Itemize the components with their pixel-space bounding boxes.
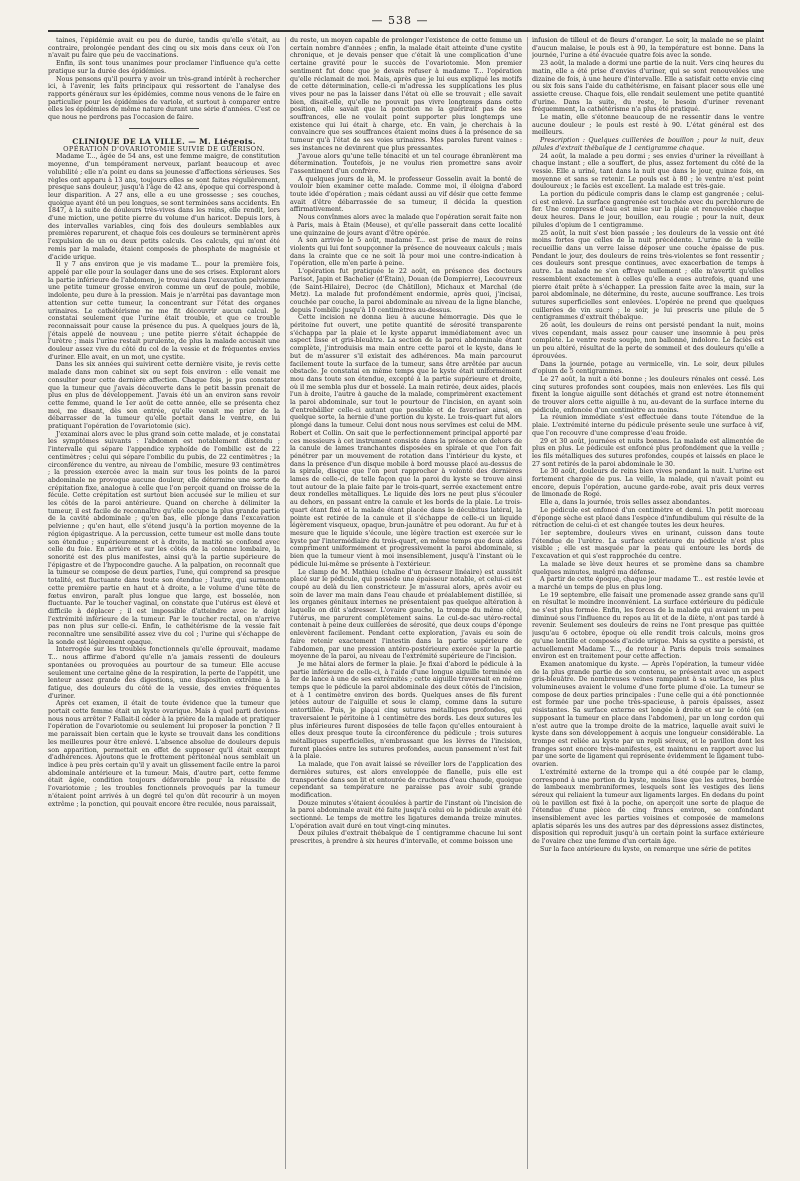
- clinic-heading: CLINIQUE DE LA VILLE. — M. Liégeois.: [72, 136, 256, 146]
- paragraph: J'avoue alors qu'une telle ténacité et un tel courage ébranlèrent ma détermination. Toutefois, je ne voulus rien promettre sans avoir l'assentiment d'un confrère.: [290, 152, 522, 175]
- paragraph: 23 août, la malade a dormi une partie de la nuit. Vers cinq heures du matin, elle a été prise d'envies d'uriner, qui se sont renouvelées une dizaine de fois, à une heure d'intervalle. Elle a satisfait cette envie cinq ou six fois sans l'aide du cathétérisme, en faisant placer sous elle une assiette creuse. Chaque fois, elle rendait seulement une petite quantité d'urine. Dans la suite, du reste, le besoin d'uriner revenant fréquemment, la cathétérisme n'a plus été pratiqué.: [532, 60, 764, 114]
- paragraph: Dans les six années qui suivirent cette dernière visite, je revis cette malade dans mon cabinet six ou sept fois environ : elle venait me consulter pour cette dernière affection. Chaque fois, je pus constater que la tumeur que j'avais découverte dans le petit bassin prenait de plus en plus de développement. J'avais été un an environ sans revoir cette femme, quand le 1er août de cette année, elle se présenta chez moi, me disant, dès son entrée, qu'elle venait me prier de la débarrasser de la tumeur qu'elle portait dans le ventre, en lui pratiquant l'opération de l'ovariotomie (sic).: [48, 361, 280, 431]
- column-separator: [285, 37, 286, 1169]
- section-divider: [129, 128, 199, 129]
- column-3: [532, 37, 764, 1169]
- paragraph: Il y 7 ans environ que je vis madame T... pour la première fois, appelé par elle pour la soulager dans une de ses crises. Explorant alors la partie inférieure de l'abdomen, je trouvai dans l'excavation pelvienne une petite tumeur grosse environ comme un œuf de poule, mobile, indolente, peu dure à la pression. Mais je n'arrêtai pas davantage mon attention sur cette tumeur, la concentrant sur l'état des organes urinaires. Le cathétérisme ne me fit découvrir aucun calcul. Je constatai seulement que l'urine était trouble, et que ce trouble reconnaissait pour cause la présence du pus. A quelques jours de là, j'étais appelé de nouveau ; une petite pierre s'était échappée de l'urètre ; mais l'urine restait purulente, de plus la malade accusait une douleur assez vive du côté du col de la vessie et de fréquentes envies d'uriner. Elle avait, en un mot, une cystite.: [48, 261, 280, 361]
- paragraph: Madame T..., âgée de 54 ans, est une femme maigre, de constitution moyenne, d'un tempérament nerveux, parlant beaucoup et avec volubilité ; elle n'a point eu dans sa jeunesse d'affections sérieuses. Ses règles ont apparu à 13 ans, toujours elles se sont faites régulièrement, presque sans douleur, jusqu'à l'âge de 42 ans, époque qui correspond à leur disparition. A 27 ans, elle a eu une grossesse ; ses couches, quoique ayant été un peu longues, se sont terminées sans accidents. En 1847, à la suite de douleurs très-vives dans les reins, elle rendit, lors d'une miction, une petite pierre du volume d'un haricot. Depuis lors, à des intervalles variables, cinq fois des douleurs semblables aux premières reparurent, et chaque fois ces douleurs se terminèrent après l'expulsion de un ou deux petits calculs. Ces calculs, qui m'ont été remis par la malade, étaient composés de phosphate de magnésie et d'acide urique.: [48, 153, 280, 261]
- paragraph: 25 août, la nuit s'est bien passée ; les douleurs de la vessie ont été moins fortes que celles de la nuit précédente. L'urine de la veille recueillie dans un verre laisse déposer une couche épaisse de pus. Pendant le jour, des douleurs de reins très-violentes se font ressentir ; ces douleurs sont presque continues, avec exacerbation de temps à autre. La malade ne s'en effraye nullement ; elle m'avertit qu'elles ressemblent exactement à celles qu'elle a eues autrefois, quand une pierre était prête à s'échapper. La pression faite avec la main, sur la paroi abdominale, ne détermine, du reste, aucune souffrance. Les trois sutures superficielles sont enlevées. L'opérée ne prend que quelques cuillerées de vin sucré ; le soir, je lui prescris une pilule de 5 centigrammes d'extrait thébaïque.: [532, 229, 764, 322]
- paragraph: taines, l'épidémie avait eu peu de durée, tandis qu'elle s'était, au contraire, prolongée pendant des cinq ou six mois dans ceux où l'on n'avait pu faire que peu de vaccinations.: [48, 37, 280, 60]
- column-1: [48, 37, 280, 1169]
- paragraph: Interrogée sur les troubles fonctionnels qu'elle éprouvait, madame T... nous affirme d'abord qu'elle n'a jamais ressenti de douleurs spontanées ou provoquées au pourtour de sa tumeur. Elle accuse seulement une certaine gêne de la respiration, la perte de l'appétit, une lenteur assez grande des digestions, une disposition extrême à la fatigue, des douleurs du côté de la vessie, des envies fréquentes d'uriner.: [48, 646, 280, 700]
- paragraph: Nous convînmes alors avec la malade que l'opération serait faite non à Paris, mais à Étain (Meuse), et qu'elle passerait dans cette localité une quinzaine de jours avant d'être opérée.: [290, 214, 522, 237]
- paragraph: Cette incision ne donna lieu à aucune hémorragie. Dès que le péritoine fut ouvert, une petite quantité de sérosité transparente s'échappa par la plaie et le kyste apparut immédiatement avec un aspect lisse et gris-bleuâtre. La section de la paroi abdominale étant complète, j'introduisis ma main entre cette paroi et le kyste, dans le but de m'assurer s'il existait des adhérences. Ma main parcourut facilement toute la surface de la tumeur, sans être arrêtée par aucun obstacle. Je constatai en même temps que le kyste était uniformément mou dans toute son étendue, excepté à la partie supérieure et droite, où il me sembla plus dur et bosselé. La main retirée, deux aides, placés l'un à droite, l'autre à gauche de la malade, comprimèrent exactement la paroi abdominale, sur tout le pourtour de l'incision, en ayant soin d'entrebâiller celle-ci autant que possible et de favoriser ainsi, en quelque sorte, la hernie d'une portion du kyste. Le trois-quart fut alors plongé dans la tumeur. Celui dont nous nous servîmes est celui de MM. Robert et Collin. On sait que le perfectionnement principal apporté par ces messieurs à cet instrument consiste dans la présence en dehors de la canule de lames tranchantes disposées en spirale et que l'on fait pénétrer par un mouvement de rotation dans l'intérieur du kyste, et dans la présence d'un disque mobile à bord mousse placé au-dessus de la spirale, disque que l'on peut rapprocher à volonté des dernières lames de celle-ci, de telle façon que la paroi du kyste se trouve ainsi tout autour de la plaie faite par le trois-quart, serrée exactement entre deux rondelles métalliques. Le liquide dès lors ne peut plus s'écouler au dehors, en passant entre la canule et les bords de la plaie. Le trois-quart étant fixé et la malade étant placée dans le décubitus latéral, la pointe est retirée de la canule et il s'échappe de celle-ci un liquide légèrement visqueux, opaque, brun-jaunâtre et peu odorant. Au fur et à mesure que le liquide s'écoule, une légère traction est exercée sur le kyste par l'intermédiaire du trois-quart, en même temps que deux aides compriment uniformément et progressivement la paroi abdominale, si bien que la tumeur vient à moi insensiblement, jusqu'à l'instant où le pédicule lui-même se présente à l'extérieur.: [290, 314, 522, 568]
- paragraph: Enfin, ils sont tous unanimes pour proclamer l'influence qu'a cette pratique sur la durée des épidémies.: [48, 60, 280, 75]
- column-separator: [527, 37, 528, 1169]
- paragraph: Douze minutes s'étaient écoulées à partir de l'instant où l'incision de la paroi abdominale avait été faite jusqu'à celui où le pédicule avait été sectionné. Le temps de mettre les ligatures demanda treize minutes. L'opération avait duré en tout vingt-cinq minutes.: [290, 799, 522, 830]
- paragraph: La portion du pédicule compris dans le clamp est gangrenée ; celui-ci est enlevé. La surface gangrenée est touchée avec du perchlorure de fer. Une compresse d'eau est mise sur la plaie et renouvelée chaque deux heures. Dans le jour, bouillon, eau rougie ; pour la nuit, deux pilules d'opium de 1 centigramme.: [532, 191, 764, 229]
- paragraph: Le pédicule est enfoncé d'un centimètre et demi. Un petit morceau d'éponge sèche est placé dans l'espèce d'infundibulum qui résulte de la rétraction de celui-ci et est changée toutes les deux heures.: [532, 506, 764, 530]
- page-number: — 538 —: [371, 14, 429, 27]
- paragraph: 29 et 30 août, journées et nuits bonnes. La malade est alimentée de plus en plus. Le pédicule est enfoncé plus profondément que la veille ; les fils métalliques des sutures profondes, coupés et laissés en place le 27 sont retirés de la paroi abdominale le 30.: [532, 437, 764, 468]
- paragraph: La malade, que l'on avait laissé se réveiller lors de l'application des dernières sutures, est alors enveloppée de flanelle, puis elle est transportée dans son lit et entourée de cruchons d'eau chaude, quoique cependant sa température ne paraisse pas avoir subi grande modification.: [290, 761, 522, 799]
- paragraph: Le clamp de M. Mathieu (chaîne d'un écraseur linéaire) est aussitôt placé sur le pédicule, qui possède une épaisseur notable, et celui-ci est coupé au delà du lien constricteur. Je m'assurai alors, après avoir eu soin de laver ma main dans l'eau chaude et préalablement distillée, si les organes génitaux internes ne présentaient pas quelque altération à laquelle on dût s'adresser. L'ovaire gauche, la trompe du même côté, l'utérus, me parurent complètement sains. Le cul-de-sac utéro-rectal contenait à peine deux cuillerées de sérosité, que deux coups d'éponge enlevèrent facilement. Pendant cette exploration, j'avais eu soin de faire retenir exactement l'intestin dans la partie supérieure de l'abdomen, par une pression antéro-postérieure exercée sur la partie moyenne de la paroi, au niveau de l'extrémité supérieure de l'incision.: [290, 568, 522, 661]
- paragraph: Je me hâtai alors de fermer la plaie. Je fixai d'abord le pédicule à la partie inférieure de celle-ci, à l'aide d'une longue aiguille terminée en fer de lance à une de ses extrémités ; cette aiguille traversait en même temps que le pédicule la paroi abdominale des deux côtés de l'incision, et à 1 centimètre environ des bords. Quelques anses de fils furent jetées autour de l'aiguille et sous le clamp, comme dans la suture entortillée. Puis, je plaçai cinq sutures métalliques profondes, qui traversaient le péritoine à 1 centimètre des bords. Les deux sutures les plus inférieures furent disposées de telle façon qu'elles entouraient à elles deux presque toute la circonférence du pédicule ; trois sutures métalliques superficielles, n'embrassant que les lèvres de l'incision, furent placées entre les sutures profondes, aucun pansement n'est fait à la plaie.: [290, 660, 522, 761]
- paragraph: Deux pilules d'extrait thébaïque de 1 centigramme chacune lui sont prescrites, à prendre à six heures d'intervalle, et comme boisson une: [290, 830, 522, 846]
- paragraph: J'examinai alors avec le plus grand soin cette malade, et je constatai les symptômes suivants : l'abdomen est notablement distendu ; l'intervalle qui sépare l'appendice xyphoïde de l'ombilic est de 22 centimètres ; celui qui sépare l'ombilic du pubis, de 22 centimètres ; la circonférence du ventre, au niveau de l'ombilic, mesure 93 centimètres ; la pression exercée avec la main sur tous les points de la paroi abdominale ne provoque aucune douleur, elle détermine une sorte de crépitation fixe, analogue à celle que l'on perçoit quand on froisse de la fécule. Cette crépitation est surtout bien accusée sur le milieu et sur les côtés de la paroi antérieure. Quand on cherche à délimiter la tumeur, il est facile de reconnaître qu'elle occupe la plus grande partie de la cavité abdominale ; qu'en bas, elle plonge dans l'excavation pelvienne ; qu'en haut, elle s'étend jusqu'à la portion moyenne de la région épigastrique. A la percussion, cette tumeur est molle dans toute son étendue ; supérieurement et à droite, la matité se confond avec celle du foie. En arrière et sur les côtés de la colonne lombaire, la sonorité est des plus manifestes, ainsi qu'à la partie supérieure de l'épigastre et de l'hypocondre gauche. A la palpation, on reconnaît que la tumeur se compose de deux parties, l'une, qui comprend sa presque totalité, est fluctuante dans toute son étendue ; l'autre, qui surmonte cette première partie en haut et à droite, a le volume d'une tête de fœtus environ, paraît plus longue que large, est bosselée, non fluctuante. Par le toucher vaginal, on constate que l'utérus est élevé et difficile à déplacer ; il est impossible d'atteindre avec le doigt l'extrémité inférieure de la tumeur. Par le toucher rectal, on n'arrive pas non plus sur celle-ci. Enfin, le cathétérisme de la vessie fait reconnaître une sensibilité assez vive du col ; l'urine qui s'échappe de la sonde est légèrement opaque.: [48, 430, 280, 646]
- paragraph: du reste, un moyen capable de prolonger l'existence de cette femme un certain nombre d'années ; enfin, la malade était atteinte d'une cystite chronique, et je devais penser que c'était là une complication d'une certaine gravité pour le succès de l'ovariotomie. Mon premier sentiment fut donc que je devais refuser à madame T... l'opération qu'elle réclamait de moi. Mais, après que je lui eus expliqué les motifs de cette détermination, celle-ci m'adressa les supplications les plus vives pour ne pas la laisser dans l'état où elle se trouvait ; elle savait bien, disait-elle, qu'elle ne pouvait pas vivre longtemps dans cette position, elle savait que la ponction ne la guérirait pas de ses souffrances, elle ne voulait point supporter plus longtemps une existence qui lui était à charge, etc. En vain, je cherchais à la convaincre que ses souffrances étaient moins dues à la présence de sa tumeur qu'à l'état de ses voies urinaires. Mes paroles furent vaines : ses instances ne devinrent que plus pressantes.: [290, 37, 522, 152]
- paragraph: Elle a, dans la journée, trois selles assez abondantes.: [540, 499, 712, 507]
- paragraph: Nous pensons qu'il pourra y avoir un très-grand intérêt à rechercher ici, à l'avenir, les faits principaux qui ressortent de l'analyse des rapports généraux sur les épidémies, comme nous venons de le faire en particulier pour les épidémies de variole, et surtout à comparer entre elles les épidémies de même nature durant une série d'années. C'est ce que nous ne perdrons pas l'occasion de faire.: [48, 75, 280, 122]
- paragraph: Dans la journée, potage au vermicelle, vin. Le soir, deux pilules d'opium de 5 centigrammes.: [532, 360, 764, 376]
- paragraph: Sur la face antérieure du kyste, on remarque une série de petites: [540, 845, 751, 853]
- column-2: [290, 37, 522, 1169]
- paragraph: infusion de tilleul et de fleurs d'oranger. Le soir, la malade ne se plaint d'aucun malaise, le pouls est à 90, la température est bonne. Dans la journée, l'urine a été évacuée quatre fois avec la sonde.: [532, 37, 764, 60]
- paragraph: Prescription : Quelques cuillerées de bouillon ; pour la nuit, deux pilules d'extrait thébaïque de 1 centigramme chaque.: [532, 137, 764, 152]
- paragraph: A son arrivée le 5 août, madame T... est prise de maux de reins violents qui lui font soupçonner la présence de nouveaux calculs ; mais dans la crainte que ce ne soit là pour moi une contre-indication à l'opération, elle m'en parle à peine.: [290, 237, 522, 268]
- paragraph: La malade se lève deux heures et se promène dans sa chambre quelques minutes, malgré ma défense.: [532, 560, 764, 576]
- text-columns: [48, 37, 764, 1169]
- header-rule: [48, 30, 764, 32]
- article-title: OPÉRATION D'OVARIOTOMIE SUIVIE DE GUÉRISON.: [63, 144, 265, 153]
- paragraph: Le 27 août, la nuit a été bonne ; les douleurs rénales ont cessé. Les cinq sutures profondes sont coupées, mais non enlevées. Les fils qui fixent la longue aiguille sont détachés et grand est notre étonnement de trouver alors cette aiguille à nu, au-devant de la surface interne du pédicule, enfoncée d'un centimètre au moins.: [532, 375, 764, 414]
- paragraph: Après cet examen, il était de toute évidence que la tumeur que portait cette femme était un kyste ovarique. Mais à quel parti devions-nous nous arrêter ? Fallait-il céder à la prière de la malade et pratiquer l'opération de l'ovariotomie ou seulement lui proposer la ponction ? Il me paraissait bien certain que le kyste se trouvait dans les conditions les meilleures pour être enlevé. L'absence absolue de douleurs depuis son apparition, permettait en effet de supposer qu'il était exempt d'adhérences. Ajoutons que le frottement péritonéal nous semblait un indice à peu près certain qu'il y avait un glissement facile entre la paroi abdominale antérieure et la tumeur. Mais, d'autre part, cette femme était âgée, condition toujours défavorable pour la réussite de l'ovariotomie ; les troubles fonctionnels provoqués par la tumeur n'étaient point arrivés à un degré tel qu'on dût recourir à un moyen extrême ; la ponction, qui pouvait encore être reculée, nous paraissait,: [48, 700, 280, 808]
- paragraph: L'opération fut pratiquée le 22 août, en présence des docteurs Parisot, Japin et Bachelier (d'Étain), Douan (de Dompierre), Lecouvreux (de Saint-Hilaire), Decroc (de Châtillon), Michaux et Marchal (de Metz). La malade fut profondément endormie, après quoi, j'incisai, couchée par couche, la paroi abdominale au niveau de la ligne blanche, depuis l'ombilic jusqu'à 10 centimètres au-dessus.: [290, 268, 522, 314]
- paragraph: La réunion immédiate s'est effectuée dans toute l'étendue de la plaie. L'extrémité interne du pédicule présente seule une surface à vif, que l'on recouvre d'une compresse d'eau froide.: [532, 414, 764, 437]
- paragraph: A partir de cette époque, chaque jour madame T... est restée levée et a marché un temps de plus en plus long.: [532, 576, 764, 591]
- paragraph: Examen anatomique du kyste. — Après l'opération, la tumeur vidée de la plus grande partie de son contenu, se présentait avec un aspect gris-bleuâtre. De nombreuses veines rampaient à sa surface, les plus volumineuses avaient le volume d'une forte plume d'oie. La tumeur se compose de deux parties principales : l'une celle qui a été ponctionnée est formée par une poche très-spacieuse, à parois épaisses, assez résistantes. Sa surface externe est longée à droite et sur le côté (en supposant la tumeur en place dans l'abdomen), par un long cordon qui n'est autre que la trompe droite de la matrice, laquelle avait suivi le kyste dans son développement à acquis une longueur considérable. La trompe est reliée au kyste par un repli séreux, et le pavillon dont les franges sont encore très-manifestes, est maintenu en rapport avec lui par une sorte de ligament qui représente évidemment le ligament tubo-ovarien.: [532, 660, 764, 769]
- paragraph: A quelques jours de là, M. le professeur Gosselin avait la bonté de vouloir bien examiner cette malade. Comme moi, il éloigna d'abord toute idée d'opération ; mais cédant aussi au vif désir que cette femme avait d'être débarrassée de sa tumeur, il décida la question affirmativement.: [290, 175, 522, 214]
- paragraph: L'extrémité externe de la trompe qui a été coupée par le clamp, correspond à une portion du kyste, moins lisse que les autres, bordée de lambeaux membraniformes, lesquels sont les vestiges des liens séreux qui reliaient la tumeur aux ligaments larges. En dedans du point où le pavillon est fixé à la poche, on aperçoit une sorte de plaque de l'étendue d'une pièce de cinq francs environ, se confondant insensiblement avec les parties voisines et composée de mamelons aplatis séparés les uns des autres par des dépressions assez distinctes, disposition qui reproduit jusqu'à un certain point la surface extérieure de l'ovaire chez une femme d'un certain âge.: [532, 768, 764, 846]
- paragraph: Le 30 août, douleurs de reins bien vives pendant la nuit. L'urine est fortement chargée de pus. La veille, la malade, qui n'avait point eu encore, depuis l'opération, aucune garde-robe, avait pris deux verres de limonade de Rogé.: [532, 468, 764, 499]
- paragraph: Le 19 septembre, elle faisait une promenade assez grande sans qu'il en résultat le moindre inconvénient. La surface extérieure du pédicule ne s'est plus formée. Enfin, les forces de la malade qui avaient un peu diminué sous l'influence du repos au lit et de la diète, n'ont pas tardé à revenir. Seulement ses douleurs de reins ne l'ont presque pas quittée jusqu'au 6 octobre, époque où elle rendit trois calculs, moins gros qu'une lentille et composés d'acide urique. Mais sa cystite a persisté, et actuellement Madame T..., de retour à Paris depuis trois semaines environ est en traitement pour cette affection.: [532, 591, 764, 661]
- paragraph: 26 août, les douleurs de reins ont persisté pendant la nuit, moins vives cependant, mais assez pour causer une insomnie à peu près complète. Le ventre reste souple, non ballonné, indolore. Le faciès est un peu altéré, résultat de la perte de sommeil et des douleurs qu'elle a éprouvées.: [532, 322, 764, 360]
- paragraph: 24 août, la malade a peu dormi ; ses envies d'uriner la réveillant à chaque instant ; elle a souffert, de plus, assez fortement du côté de la vessie. Elle a uriné, tant dans la nuit que dans le jour, quinze fois, en moyenne et sans se retenir. Le pouls est à 80 ; le ventre n'est point douloureux ; le faciès est excellent. La malade est très-gaie.: [532, 152, 764, 191]
- paragraph: Le matin, elle s'étonne beaucoup de ne ressentir dans le ventre aucune douleur ; le pouls est resté à 90. L'état général est des meilleurs.: [532, 114, 764, 137]
- paragraph: 1er septembre, douleurs vives en urinant, cuisson dans toute l'étendue de l'urètre. La surface extérieure du pédicule n'est plus visible ; elle est masquée par la peau qui entoure les bords de l'excavation et qui s'est rapprochée du centre.: [532, 530, 764, 561]
